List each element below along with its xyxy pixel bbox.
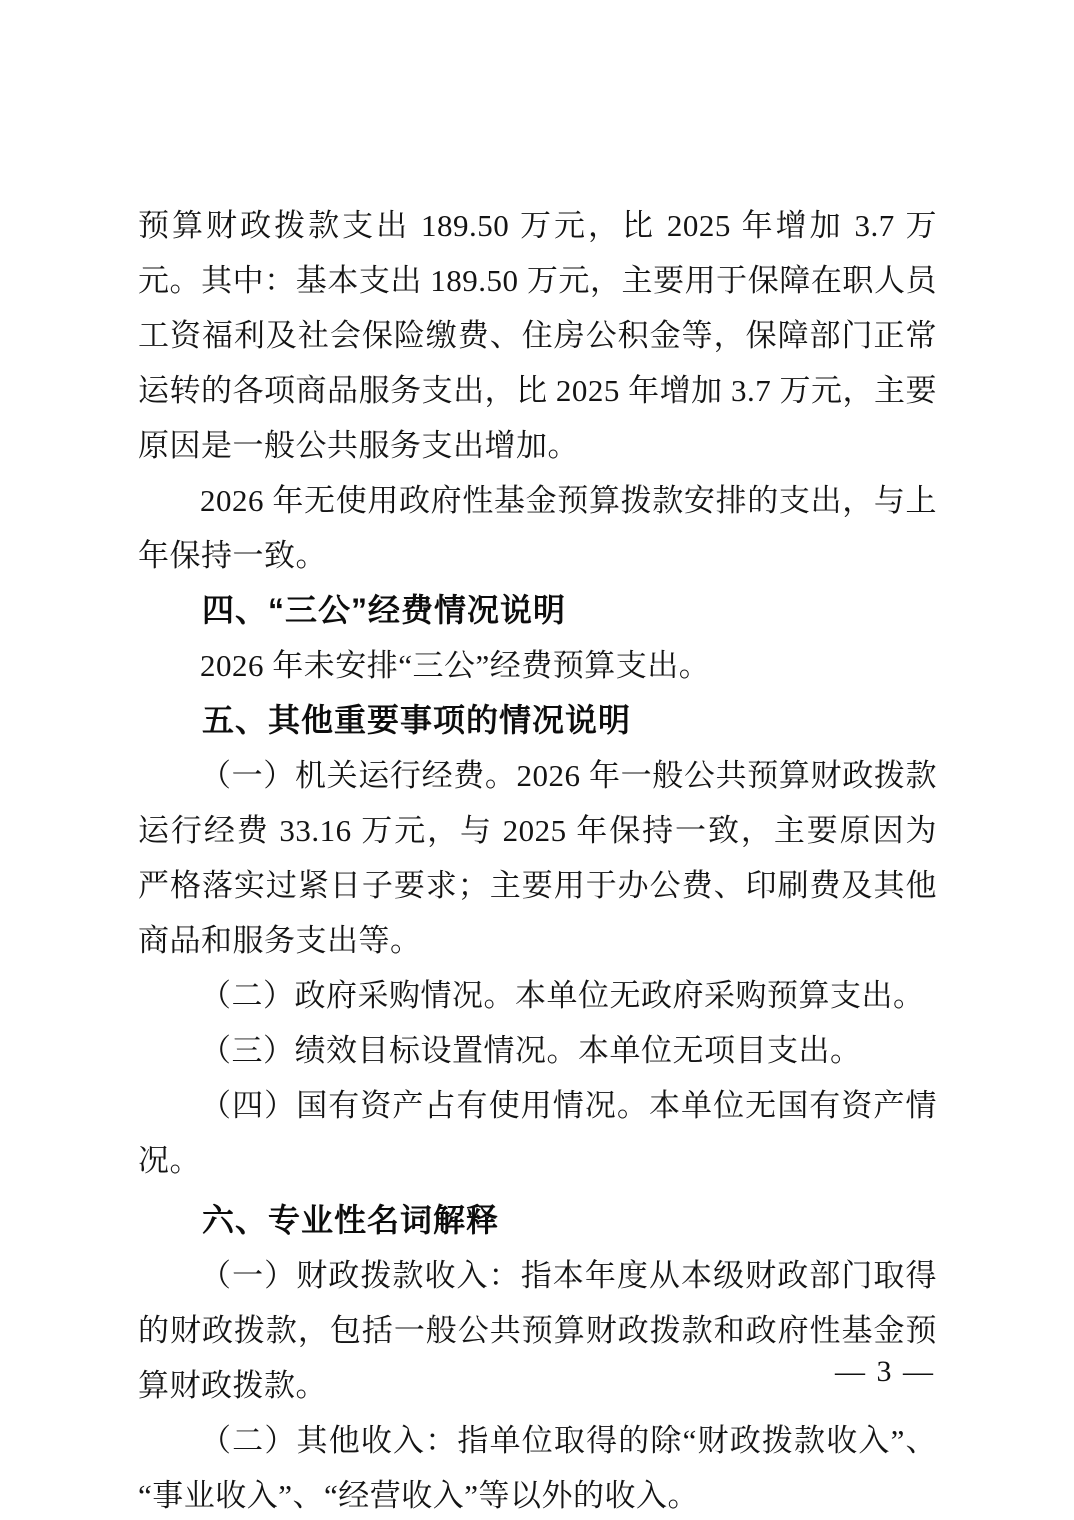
paragraph-text: 指单位取得的除“财政拨款收入”、“事业收入”、“经营收入”等以外的收入。 (138, 1423, 937, 1513)
paragraph-lead-other-income: （二）其他收入： (200, 1423, 458, 1458)
paragraph-text: 2026 年未安排“三公”经费预算支出。 (200, 648, 711, 683)
paragraph-state-owned-assets (138, 1078, 937, 1188)
paragraph-three-public-expenses (138, 638, 937, 693)
paragraph-performance-targets (138, 1023, 937, 1078)
paragraph-lead-performance-targets: （三）绩效目标设置情况。 (200, 1033, 578, 1068)
page-number: — 3 — (835, 1355, 935, 1388)
paragraph-government-fund-budget (138, 473, 937, 583)
document-body (138, 198, 937, 1520)
heading-section-5-other-important-matters: 五、其他重要事项的情况说明 (202, 702, 632, 738)
paragraph-lead-fiscal-appropriation-income: （一）财政拨款收入： (200, 1258, 521, 1293)
paragraph-lead-state-owned-assets: （四）国有资产占有使用情况。 (200, 1088, 649, 1123)
paragraph-text: 指本年度从本级财政部门取得的财政拨款，包括一般公共预算财政拨款和政府性基金预算财政拨款。 (138, 1258, 938, 1403)
paragraph-lead-agency-operating-funds: （一）机关运行经费。 (200, 758, 517, 793)
heading-section-6-terminology: 六、专业性名词解释 (202, 1202, 500, 1238)
heading-section-4-three-public-expenses: 四、“三公”经费情况说明 (202, 592, 567, 628)
paragraph-text: 2026 年无使用政府性基金预算拨款安排的支出，与上年保持一致。 (138, 483, 937, 573)
paragraph-text: 2026 年一般公共预算财政拨款运行经费 33.16 万元，与 2025 年保持一致，主要原因为严格落实过紧日子要求；主要用于办公费、印刷费及其他商品和服务支出等。 (138, 758, 937, 958)
paragraph-agency-operating-funds (138, 748, 937, 968)
paragraph-text: 预算财政拨款支出 189.50 万元，比 2025 年增加 3.7 万元。其中：基本支出 189.50 万元，主要用于保障在职人员工资福利及社会保险缴费、住房公积金等，保障部门正常运转的各项商品服务支出，比 2025 年增加 3.7 万元，主要原因是一般公共服务支出增加。 (138, 208, 937, 463)
paragraph-text: 本单位无项目支出。 (578, 1033, 862, 1068)
paragraph-term-fiscal-appropriation-income (138, 1248, 937, 1413)
paragraph-lead-government-procurement: （二）政府采购情况。 (200, 978, 515, 1013)
paragraph-budget-appropriation-expenditure (138, 198, 937, 473)
paragraph-text: 本单位无国有资产情况。 (138, 1088, 937, 1178)
paragraph-government-procurement (138, 968, 937, 1023)
paragraph-text: 本单位无政府采购预算支出。 (515, 978, 925, 1013)
paragraph-term-other-income (138, 1413, 937, 1520)
